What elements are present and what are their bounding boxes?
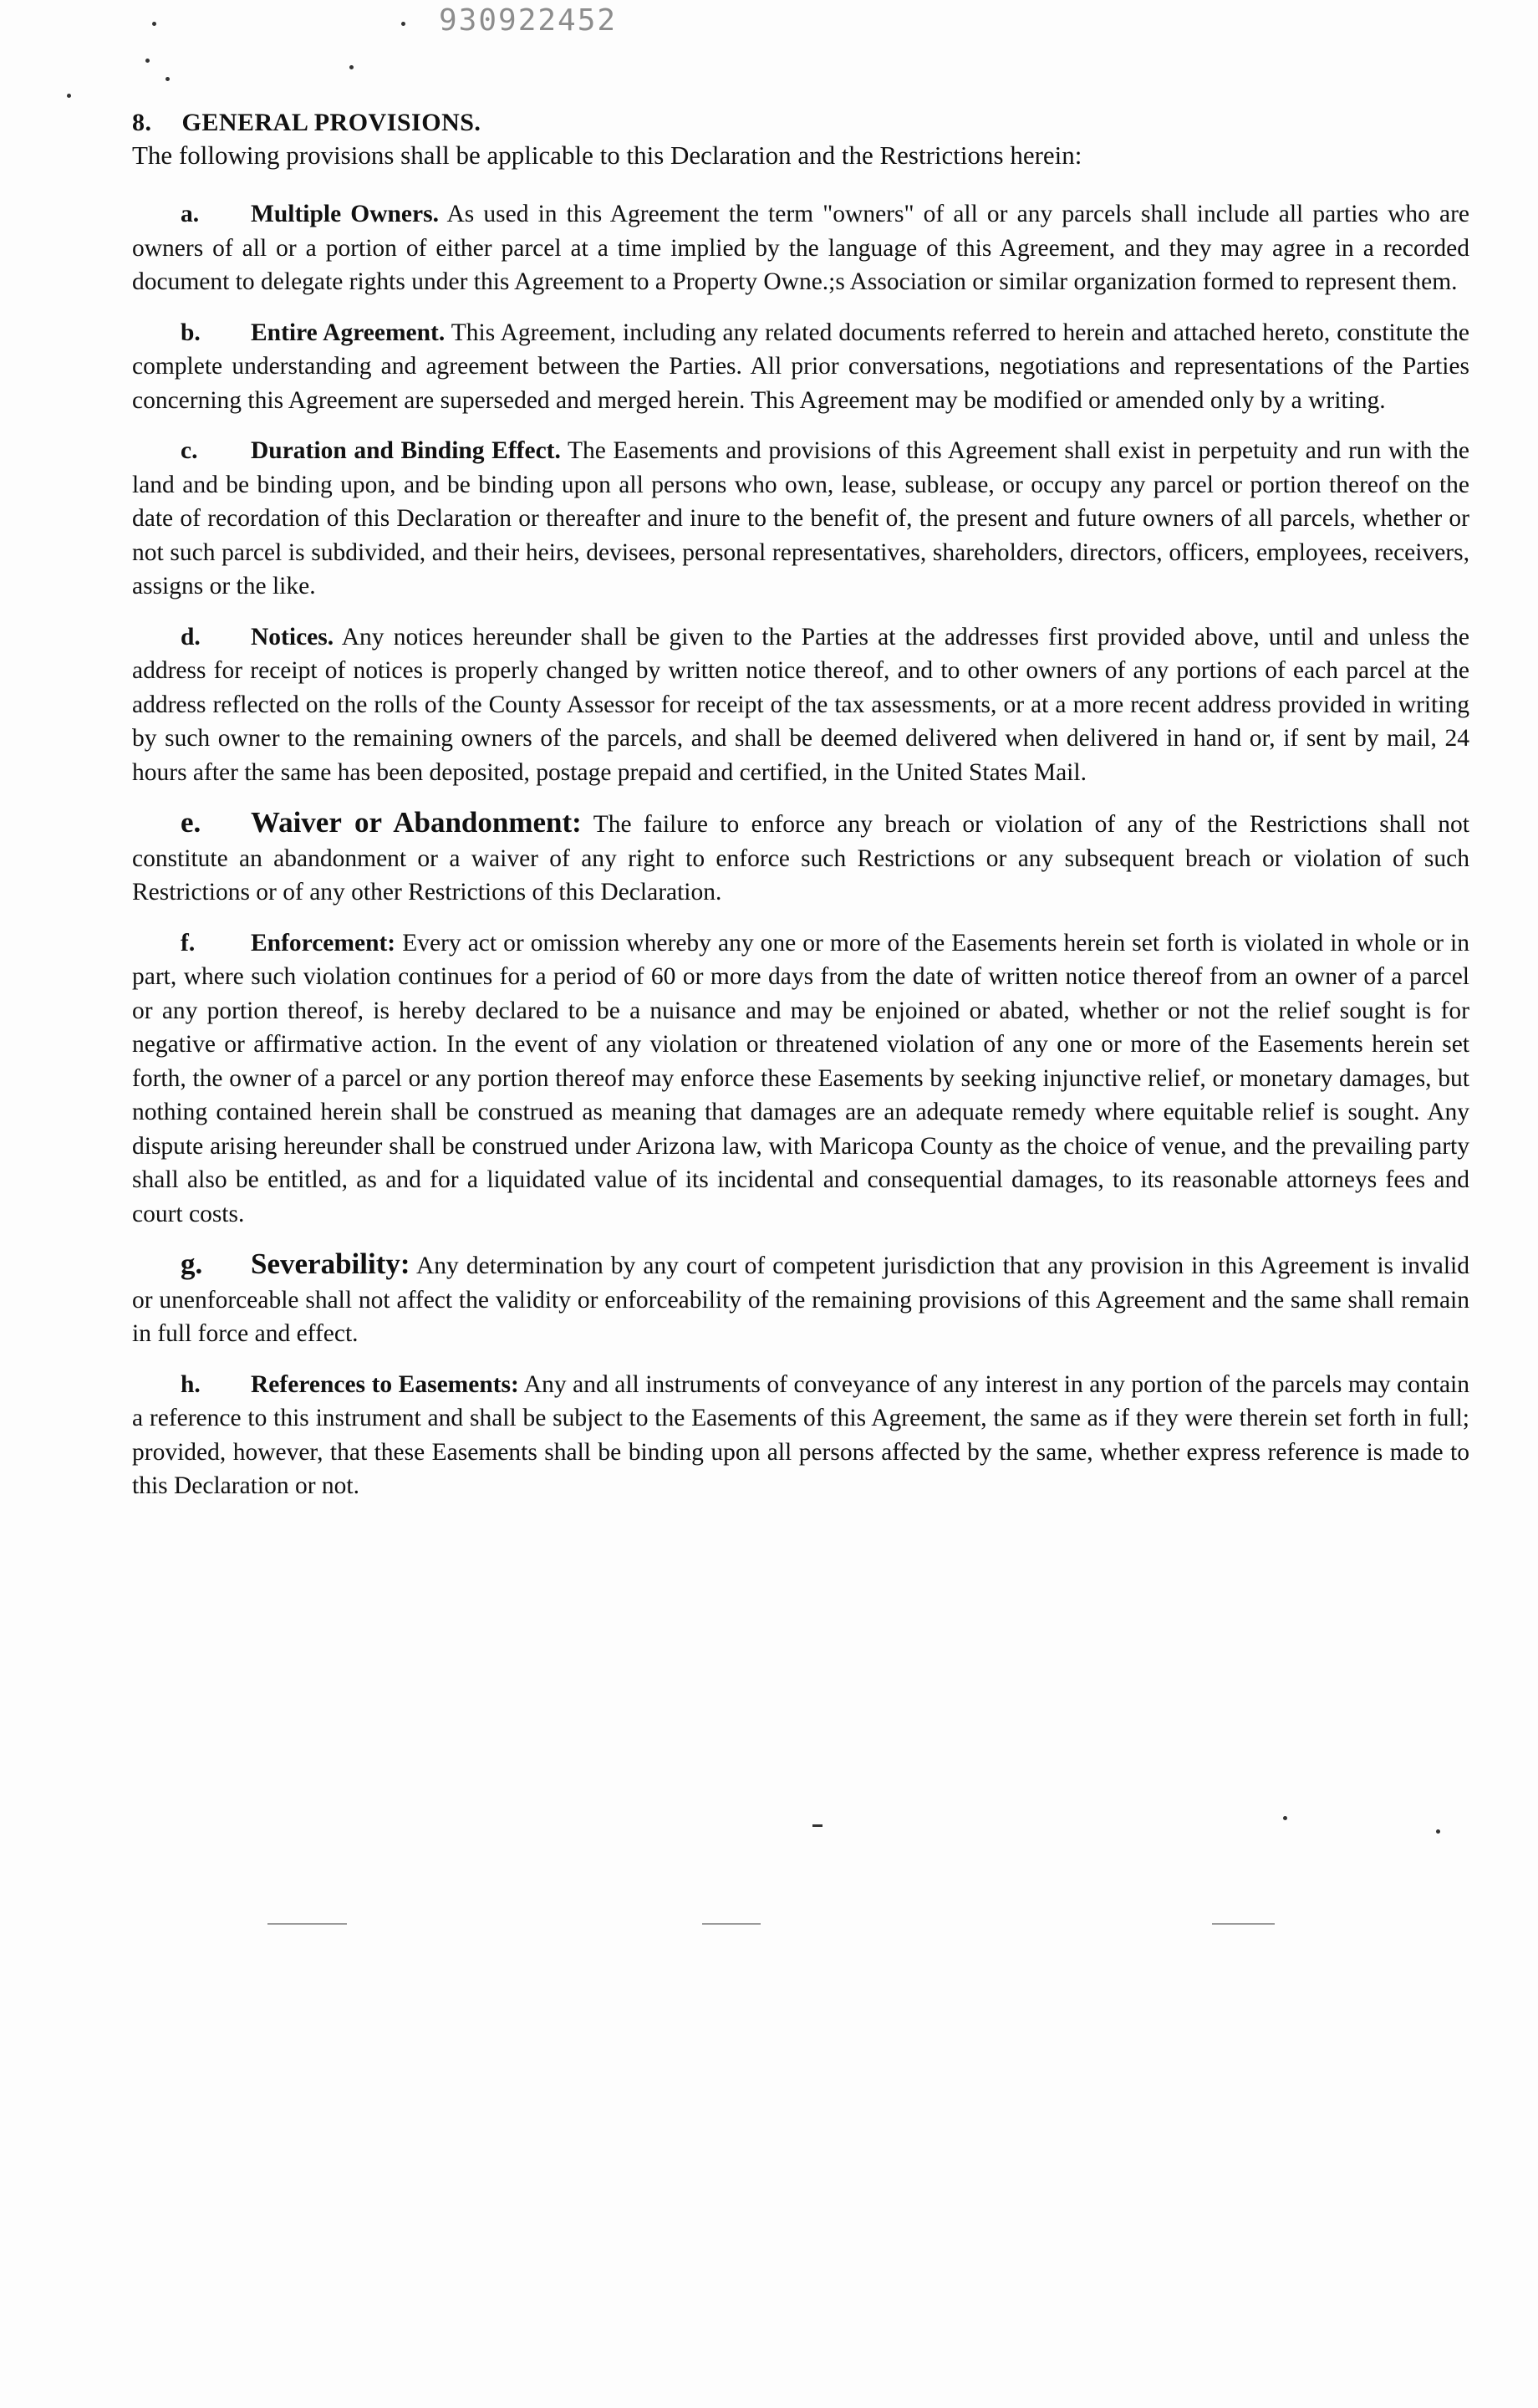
document-body — [132, 107, 1469, 1520]
provision-heading: References to Easements: — [251, 1370, 519, 1398]
provision-text: As used in this Agreement the term "owners" of all or any parcels shall include all parties who are owners of all or a portion of either parcel at a time implied by the language of this Agreement, and they may agree in a recorded document to delegate rights under this Agreement to a Property Owne.;s Association or similar organization formed to represent them. — [132, 201, 1470, 295]
provision-multiple-owners — [132, 197, 1469, 299]
section-intro: The following provisions shall be applicable to this Declaration and the Restrictions herein: — [132, 140, 1082, 170]
provision-heading: Duration and Binding Effect. — [251, 437, 561, 464]
provision-severability — [132, 1247, 1469, 1351]
provision-text: Any determination by any court of competent jurisdiction that any provision in this Agreement is invalid or unenforceable shall not affect the validity or enforceability of the remaining provisions of this Agreement and the same shall remain in full force and effect. — [132, 1252, 1470, 1347]
provision-letter: g. — [181, 1247, 203, 1280]
provision-heading: Severability: — [251, 1247, 410, 1280]
provision-letter: h. — [181, 1370, 201, 1398]
provision-letter: f. — [181, 929, 196, 957]
provision-text: This Agreement, including any related documents referred to herein and attached hereto, constitute the complete understanding and agreement between the Parties. All prior conversations, negotiations and representations of the Parties concerning this Agreement are superseded and merged herein. This Agreement may be modified or amended only by a writing. — [132, 319, 1470, 414]
provision-text: Any and all instruments of conveyance of any interest in any portion of the parcels may contain a reference to this instrument and shall be subject to the Easements of this Agreement, the same as if they were therein set forth in full; provided, however, that these Easements shall be binding upon all persons affected by the same, whether express reference is made to this Declaration or not. — [132, 1370, 1469, 1499]
provision-waiver-abandonment — [132, 806, 1469, 910]
section-number: 8. — [132, 109, 152, 136]
provision-references-to-easements — [132, 1368, 1469, 1503]
scan-edge-line — [702, 1923, 761, 1925]
provision-text: Every act or omission whereby any one or more of the Easements herein set forth is violated in whole or in part, where such violation continues for a period of 60 or more days from the date of written notice thereof from an owner of a parcel or any portion thereof, is hereby declared to be a nuisance and may be enjoined or abated, whether or not the relief sought is for negative or affirmative action. In the event of any violation or threatened violation of any one or more of the Easements herein set forth, the owner of a parcel or any portion thereof may enforce these Easements by seeking injunctive relief, or monetary damages, but nothing contained herein shall be construed as meaning that damages are an adequate remedy where equitable relief is sought. Any dispute arising hereunder shall be construed under Arizona law, with Maricopa County as the choice of venue, and the prevailing party shall also be entitled, as and for a liquidated value of its incidental and consequential damages, to its reasonable attorneys fees and court costs. — [132, 929, 1470, 1227]
scan-speck — [145, 59, 150, 63]
scan-speck — [812, 1824, 822, 1827]
section-title: GENERAL PROVISIONS. — [181, 109, 481, 136]
section-heading — [132, 107, 1469, 139]
provision-text: The Easements and provisions of this Agreement shall exist in perpetuity and run with the land and be binding upon, and be binding upon all persons who own, lease, sublease, or occupy any parcel or portion thereof on the date of recordation of this Declaration or thereafter and inure to the benefit of, the present and future owners of all parcels, whether or not such parcel is subdivided, and their heirs, devisees, personal representatives, shareholders, directors, officers, employees, receivers, assigns or the like. — [132, 437, 1469, 599]
scan-speck — [1436, 1829, 1440, 1834]
provision-letter: c. — [181, 437, 198, 464]
provision-entire-agreement — [132, 316, 1469, 418]
provision-letter: d. — [181, 623, 201, 650]
provision-letter: b. — [181, 319, 201, 346]
scan-edge-line — [267, 1923, 347, 1925]
scan-speck — [152, 22, 156, 26]
provision-heading: Waiver or Abandonment: — [251, 806, 582, 839]
provision-heading: Multiple Owners. — [251, 201, 439, 227]
scan-speck — [349, 65, 354, 69]
provision-enforcement — [132, 926, 1469, 1232]
scan-edge-line — [1212, 1923, 1275, 1925]
provision-duration-binding-effect — [132, 434, 1469, 604]
provision-heading: Enforcement: — [251, 929, 396, 957]
provision-heading: Notices. — [251, 623, 334, 650]
scan-speck — [67, 94, 71, 98]
provision-text: The failure to enforce any breach or violation of any of the Restrictions shall not constitute an abandonment or a waiver of any right to enforce such Restrictions or any subsequent breach or violation of such Restrictions or of any other Restrictions of this Declaration. — [132, 811, 1470, 906]
scan-speck — [166, 77, 170, 81]
provision-text: Any notices hereunder shall be given to the Parties at the addresses first provided above, until and unless the address for receipt of notices is properly changed by written notice thereof, and to other owners of any portions of each parcel at the address reflected on the rolls of the County Assessor for receipt of the tax assessments, or at a more recent address provided in writing by such owner to the remaining owners of the parcels, and shall be deemed delivered when delivered in hand or, if sent by mail, 24 hours after the same has been deposited, postage prepaid and certified, in the United States Mail. — [132, 623, 1469, 786]
recording-stamp: 930922452 — [439, 3, 618, 38]
scan-speck — [401, 22, 405, 26]
provision-letter: e. — [181, 806, 201, 839]
scan-speck — [1283, 1816, 1287, 1820]
provision-letter: a. — [181, 201, 200, 227]
provision-notices — [132, 620, 1469, 790]
provision-heading: Entire Agreement. — [251, 319, 446, 346]
